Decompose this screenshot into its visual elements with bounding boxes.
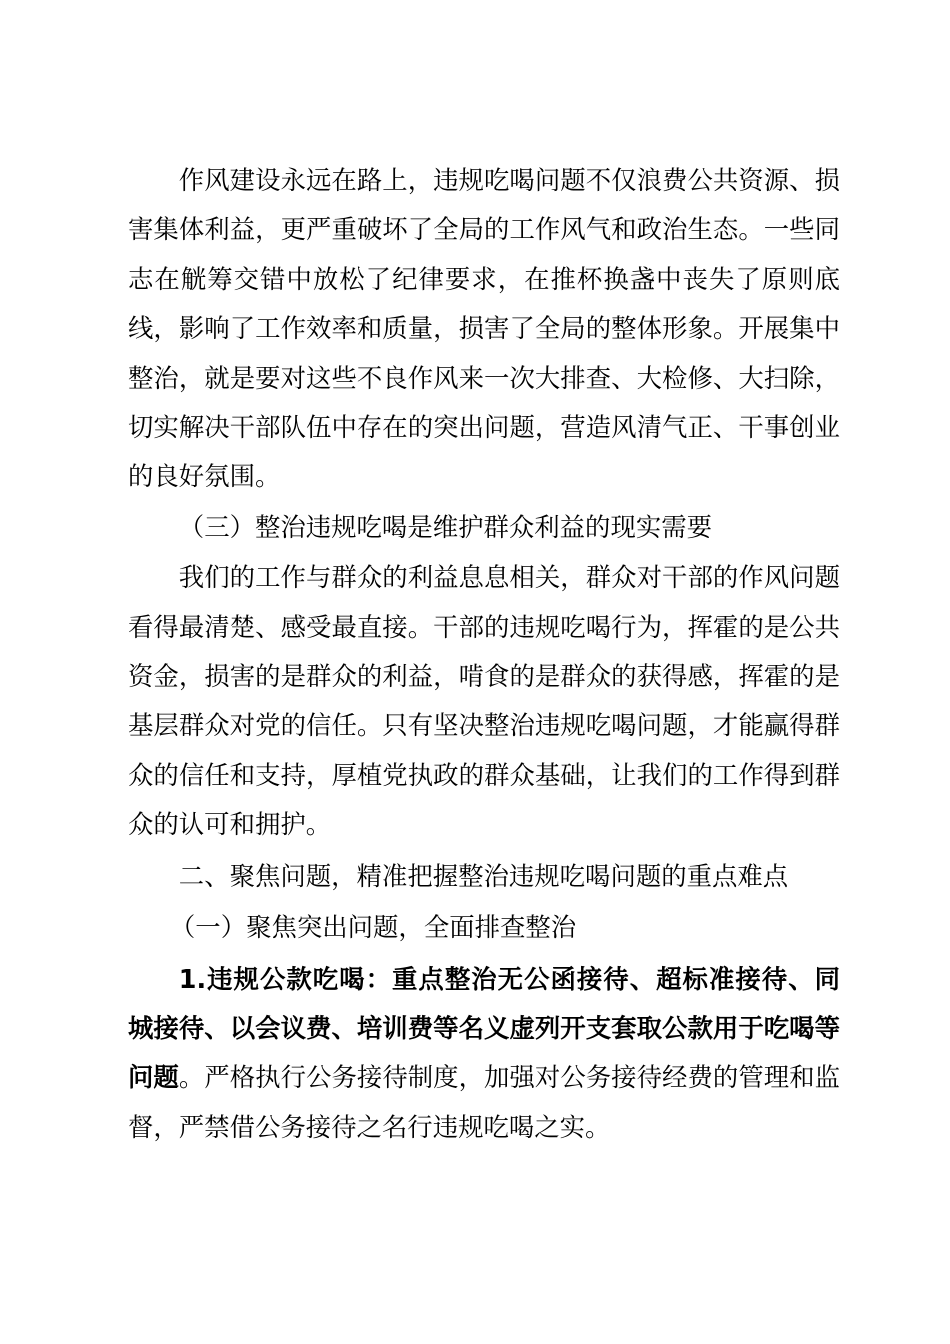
paragraph-style-building: 作风建设永远在路上，违规吃喝问题不仅浪费公共资源、损害集体利益，更严重破坏了全局的工作风气和政治生态。一些同志在觥筹交错中放松了纪律要求，在推杯换盏中丧失了原则底线，影响了工作效率和质量，损害了全局的整体形象。开展集中整治，就是要对这些不良作风来一次大排查、大检修、大扫除，切实解决干部队伍中存在的突出问题，营造风清气正、干事创业的良好氛围。 xyxy=(128,165,840,492)
item-one-bold-lead: 1.违规公款吃喝：重点整治无公函接待、超标准接待、同城接待、以会议费、培训费等名义虚列开支套取公款用于吃喝等问题 xyxy=(128,963,840,1093)
paragraph-public-interest: 我们的工作与群众的利益息息相关，群众对干部的作风问题看得最清楚、感受最直接。干部的违规吃喝行为，挥霍的是公共资金，损害的是群众的利益，啃食的是群众的获得感，挥霍的是基层群众对党的信任。只有坚决整治违规吃喝问题，才能赢得群众的信任和支持，厚植党执政的群众基础，让我们的工作得到群众的认可和拥护。 xyxy=(128,562,840,840)
section-two-title: 二、聚焦问题，精准把握整治违规吃喝问题的重点难点 xyxy=(178,860,789,891)
heading-section-three: （三）整治违规吃喝是维护群众利益的现实需要 xyxy=(178,511,712,542)
item-one-body: 。严格执行公务接待制度，加强对公务接待经费的管理和监督，严禁借公务接待之名行违规吃喝之实。 xyxy=(128,1062,841,1142)
item-one-paragraph xyxy=(128,955,840,1153)
sub-heading-focus-issues: （一）聚焦突出问题，全面排查整治 xyxy=(169,912,577,943)
document-body xyxy=(128,156,840,1152)
